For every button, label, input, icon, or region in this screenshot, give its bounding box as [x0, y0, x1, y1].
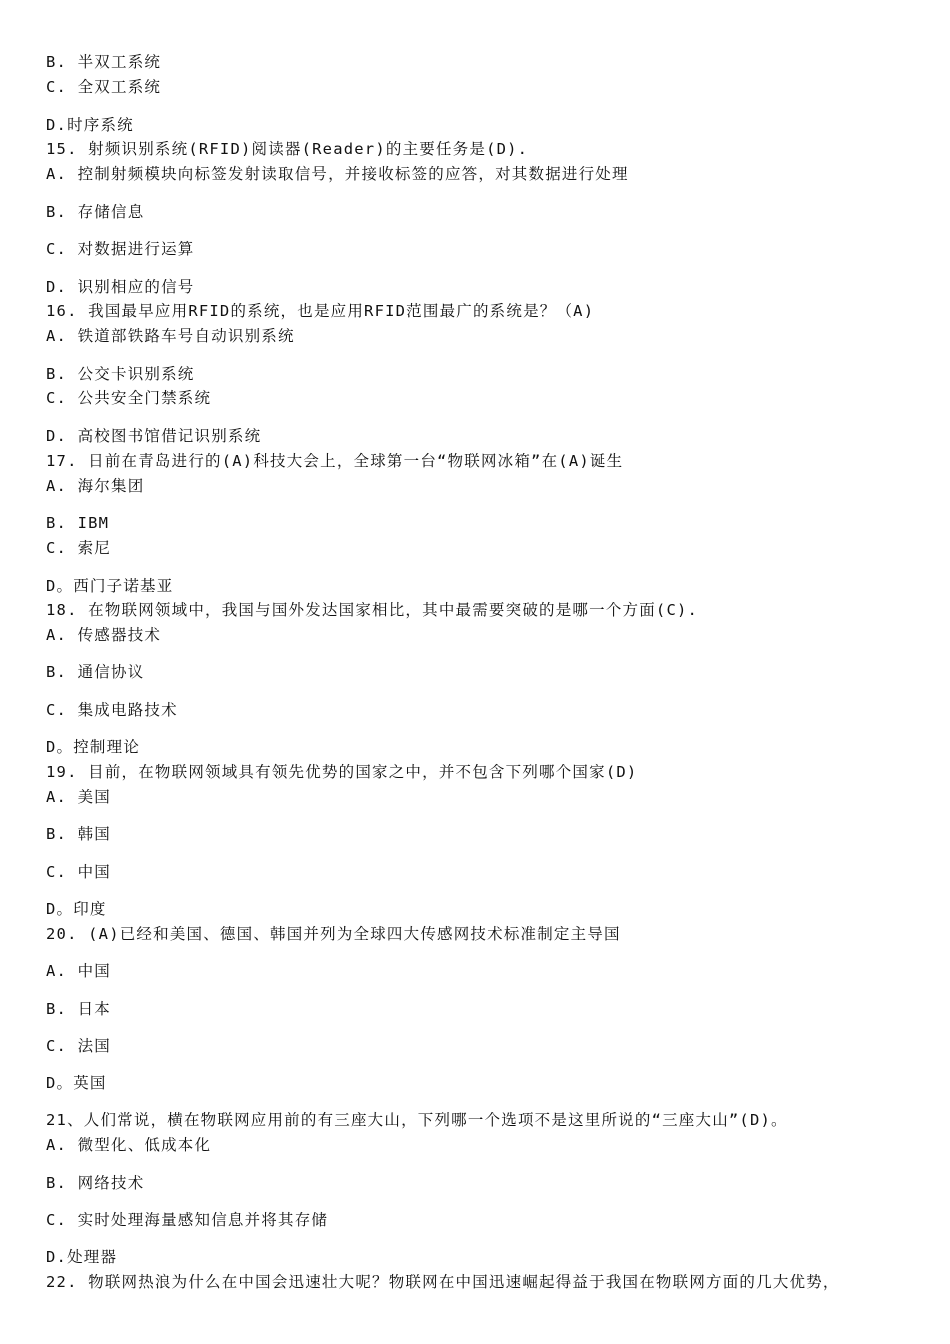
q15-option-b: B. 存储信息 [46, 203, 145, 221]
q18-option-d: D。控制理论 [46, 738, 141, 756]
q21-option-d: D.处理器 [46, 1248, 118, 1266]
option-b-line: B. 半双工系统 [46, 53, 162, 71]
question-15: 15. 射频识别系统(RFID)阅读器(Reader)的主要任务是(D). [46, 140, 529, 158]
question-21: 21、人们常说，横在物联网应用前的有三座大山，下列哪一个选项不是这里所说的“三座大山”(D)。 [46, 1111, 788, 1129]
q17-option-a: A. 海尔集团 [46, 477, 145, 495]
q17-option-d: D。西门子诺基亚 [46, 577, 174, 595]
q16-option-a: A. 铁道部铁路车号自动识别系统 [46, 327, 295, 345]
question-20: 20. (A)已经和美国、德国、韩国并列为全球四大传感网技术标准制定主导国 [46, 925, 621, 943]
q21-option-a: A. 微型化、低成本化 [46, 1136, 212, 1154]
q19-option-c: C. 中国 [46, 863, 111, 881]
question-17: 17. 日前在青岛进行的(A)科技大会上，全球第一台“物联网冰箱”在(A)诞生 [46, 452, 624, 470]
q20-option-d: D。英国 [46, 1074, 107, 1092]
q19-option-b: B. 韩国 [46, 825, 111, 843]
q19-option-a: A. 美国 [46, 788, 111, 806]
q21-option-c: C. 实时处理海量感知信息并将其存储 [46, 1211, 329, 1229]
q16-option-b: B. 公交卡识别系统 [46, 365, 195, 383]
q17-option-c: C. 索尼 [46, 539, 111, 557]
q17-option-b: B. IBM [46, 514, 110, 532]
question-16: 16. 我国最早应用RFID的系统，也是应用RFID范围最广的系统是？（A) [46, 302, 595, 320]
question-22: 22. 物联网热浪为什么在中国会迅速壮大呢？物联网在中国迅速崛起得益于我国在物联网方面的几大优势， [46, 1273, 840, 1291]
question-18: 18. 在物联网领域中，我国与国外发达国家相比，其中最需要突破的是哪一个方面(C). [46, 601, 699, 619]
q21-option-b: B. 网络技术 [46, 1174, 145, 1192]
q19-option-d: D。印度 [46, 900, 107, 918]
q18-option-a: A. 传感器技术 [46, 626, 162, 644]
q15-option-a: A. 控制射频模块向标签发射读取信号，并接收标签的应答，对其数据进行处理 [46, 165, 629, 183]
q18-option-b: B. 通信协议 [46, 663, 145, 681]
q20-option-a: A. 中国 [46, 962, 111, 980]
option-d-line: D.时序系统 [46, 116, 134, 134]
q20-option-c: C. 法国 [46, 1037, 111, 1055]
q15-option-d: D. 识别相应的信号 [46, 278, 195, 296]
q16-option-d: D. 高校图书馆借记识别系统 [46, 427, 262, 445]
q18-option-c: C. 集成电路技术 [46, 701, 178, 719]
q15-option-c: C. 对数据进行运算 [46, 240, 195, 258]
question-19: 19. 目前，在物联网领域具有领先优势的国家之中，并不包含下列哪个国家(D) [46, 763, 638, 781]
q16-option-c: C. 公共安全门禁系统 [46, 389, 212, 407]
q20-option-b: B. 日本 [46, 1000, 111, 1018]
option-c-line: C. 全双工系统 [46, 78, 162, 96]
